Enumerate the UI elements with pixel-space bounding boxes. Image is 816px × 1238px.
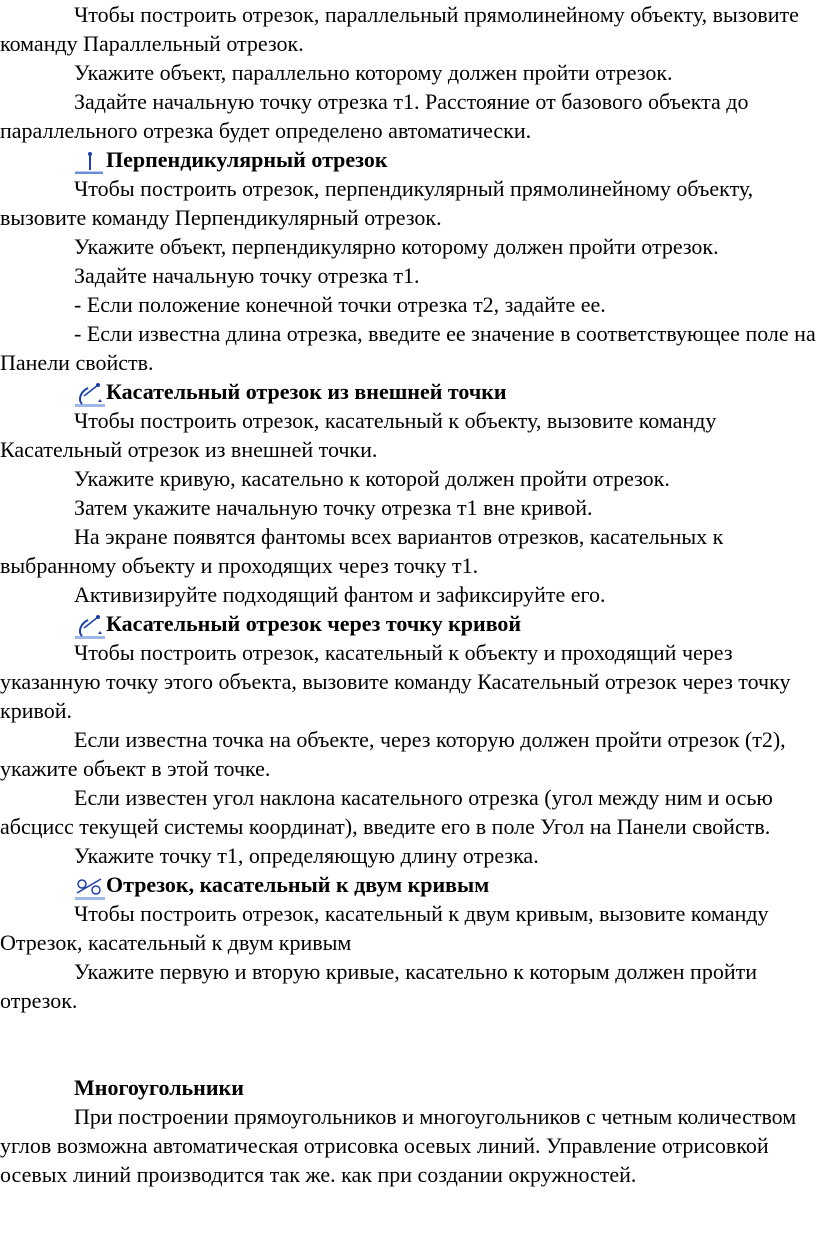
paragraph: Затем укажите начальную точку отрезка т1 вне кривой. xyxy=(74,495,593,520)
paragraph: Если известен угол наклона касательного отрезка (угол между ним и осью абсцисс текущей системы координат), введите его в поле Угол на Панели свойств. xyxy=(0,785,773,839)
blank-space xyxy=(0,1015,816,1073)
paragraph: Укажите первую и вторую кривые, касательно к которым должен пройти отрезок. xyxy=(0,959,757,1013)
paragraph: Задайте начальную точку отрезка т1. xyxy=(74,263,420,288)
section-heading-tangent-two-curves xyxy=(0,870,816,899)
paragraph: Укажите объект, параллельно которому должен пройти отрезок. xyxy=(74,60,673,85)
paragraph: Задайте начальную точку отрезка т1. Расстояние от базового объекта до параллельного отрезка будет определено автоматически. xyxy=(0,89,749,143)
paragraph: Укажите точку т1, определяющую длину отрезка. xyxy=(74,843,539,868)
section-title: Касательный отрезок через точку кривой xyxy=(106,611,522,636)
paragraph: Если известна точка на объекте, через которую должен пройти отрезок (т2), укажите объект в этой точке. xyxy=(0,727,786,781)
section-title: Касательный отрезок из внешней точки xyxy=(106,379,507,404)
paragraph: При построении прямоугольников и многоугольников с четным количеством углов возможна автоматическая отрисовка осевых линий. Управление отрисовкой осевых линий производится так же. как при создании окружностей. xyxy=(0,1104,797,1187)
perpendicular-segment-icon xyxy=(74,150,106,176)
paragraph: Чтобы построить отрезок, параллельный прямолинейному объекту, вызовите команду Параллельный отрезок. xyxy=(0,2,799,56)
tangent-curve-point-icon xyxy=(74,614,106,640)
section-title-polygons: Многоугольники xyxy=(74,1075,244,1100)
section-title: Отрезок, касательный к двум кривым xyxy=(106,872,490,897)
paragraph: Укажите объект, перпендикулярно которому должен пройти отрезок. xyxy=(74,234,719,259)
paragraph: Чтобы построить отрезок, перпендикулярный прямолинейному объекту, вызовите команду Перпендикулярный отрезок. xyxy=(0,176,754,230)
tangent-external-point-icon xyxy=(74,382,106,408)
section-heading-tangent-curve-point xyxy=(0,609,816,638)
paragraph: - Если положение конечной точки отрезка т2, задайте ее. xyxy=(74,292,606,317)
paragraph: Чтобы построить отрезок, касательный к объекту и проходящий через указанную точку этого объекта, вызовите команду Касательный отрезок через точку кривой. xyxy=(0,640,791,723)
section-title: Перпендикулярный отрезок xyxy=(106,147,388,172)
paragraph: Укажите кривую, касательно к которой должен пройти отрезок. xyxy=(74,466,670,491)
tangent-two-curves-icon xyxy=(74,875,106,901)
paragraph: На экране появятся фантомы всех вариантов отрезков, касательных к выбранному объекту и проходящих через точку т1. xyxy=(0,524,724,578)
paragraph: Чтобы построить отрезок, касательный к объекту, вызовите команду Касательный отрезок из внешней точки. xyxy=(0,408,717,462)
section-heading-perpendicular xyxy=(0,145,816,174)
paragraph: Чтобы построить отрезок, касательный к двум кривым, вызовите команду Отрезок, касательный к двум кривым xyxy=(0,901,769,955)
paragraph: Активизируйте подходящий фантом и зафиксируйте его. xyxy=(74,582,606,607)
paragraph: - Если известна длина отрезка, введите ее значение в соответствующее поле на Панели свойств. xyxy=(0,321,816,375)
section-heading-tangent-external xyxy=(0,377,816,406)
